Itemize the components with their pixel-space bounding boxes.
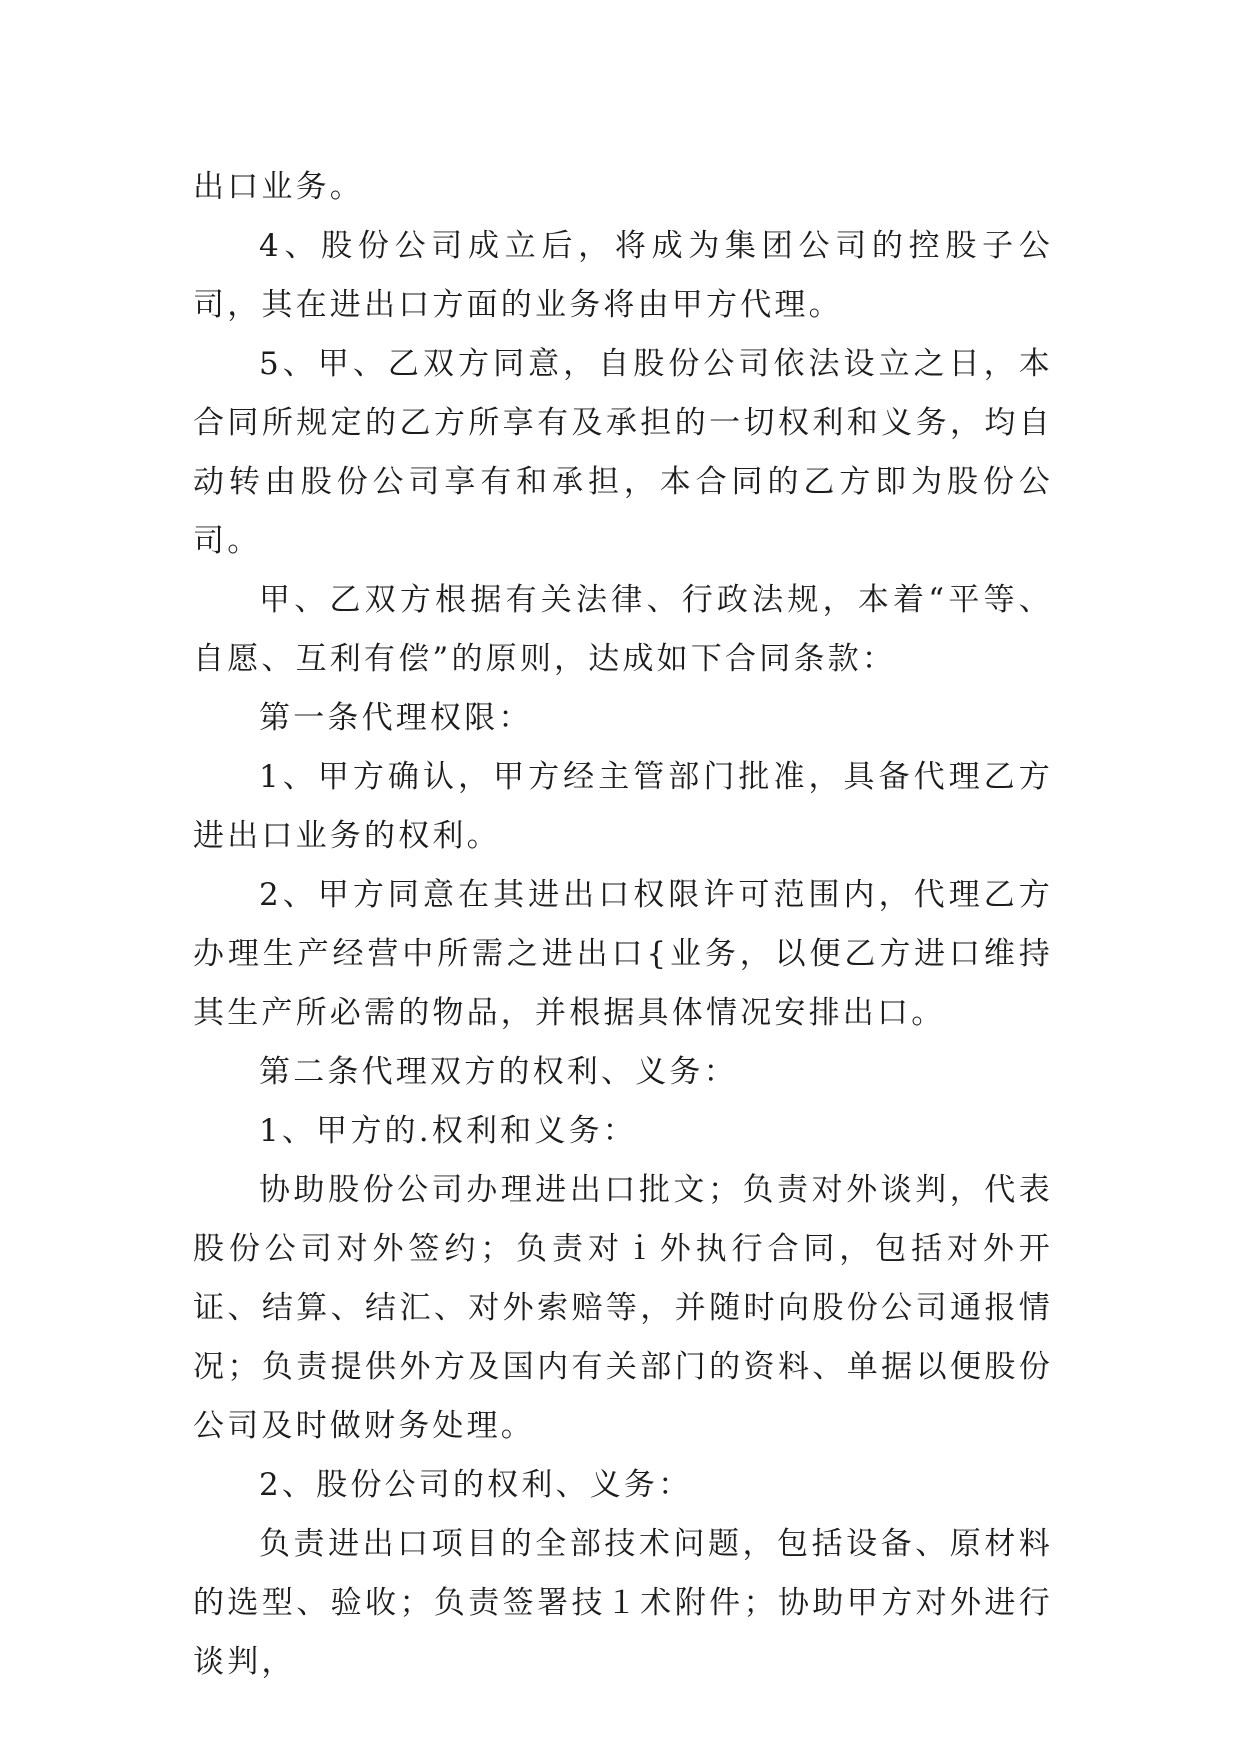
- paragraph-1: 出口业务。: [193, 169, 364, 205]
- paragraph-5: 1、甲方确认，甲方经主管部门批准，具备代理乙方进出口业务的权利。: [193, 759, 1053, 854]
- section-heading-1: 第一条代理权限：: [259, 700, 533, 736]
- document-body: [193, 158, 1053, 1692]
- subheading-2: 2、股份公司的权利、义务：: [259, 1467, 693, 1503]
- paragraph-3: 5、甲、乙双方同意，自股份公司依法设立之日，本合同所规定的乙方所享有及承担的一切权利和义务，均自动转由股份公司享有和承担，本合同的乙方即为股份公司。: [193, 346, 1053, 559]
- paragraph-7: 协助股份公司办理进出口批文；负责对外谈判，代表股份公司对外签约；负责对ｉ外执行合同，包括对外开证、结算、结汇、对外索赔等，并随时向股份公司通报情况；负责提供外方及国内有关部门的资料、单据以便股份公司及时做财务处理。: [193, 1172, 1053, 1444]
- paragraph-2: 4、股份公司成立后，将成为集团公司的控股子公司，其在进出口方面的业务将由甲方代理。: [193, 228, 1053, 323]
- paragraph-6: 2、甲方同意在其进出口权限许可范围内，代理乙方办理生产经营中所需之进出口{业务，以便乙方进口维持其生产所必需的物品，并根据具体情况安排出口。: [193, 877, 1053, 1031]
- section-heading-2: 第二条代理双方的权利、义务：: [259, 1054, 738, 1090]
- paragraph-8: 负责进出口项目的全部技术问题，包括设备、原材料的选型、验收；负责签署技１术附件；协助甲方对外进行谈判，: [193, 1526, 1053, 1680]
- subheading-1: 1、甲方的.权利和义务：: [259, 1113, 637, 1149]
- paragraph-4: 甲、乙双方根据有关法律、行政法规，本着“平等、自愿、互利有偿”的原则，达成如下合同条款：: [193, 582, 1053, 677]
